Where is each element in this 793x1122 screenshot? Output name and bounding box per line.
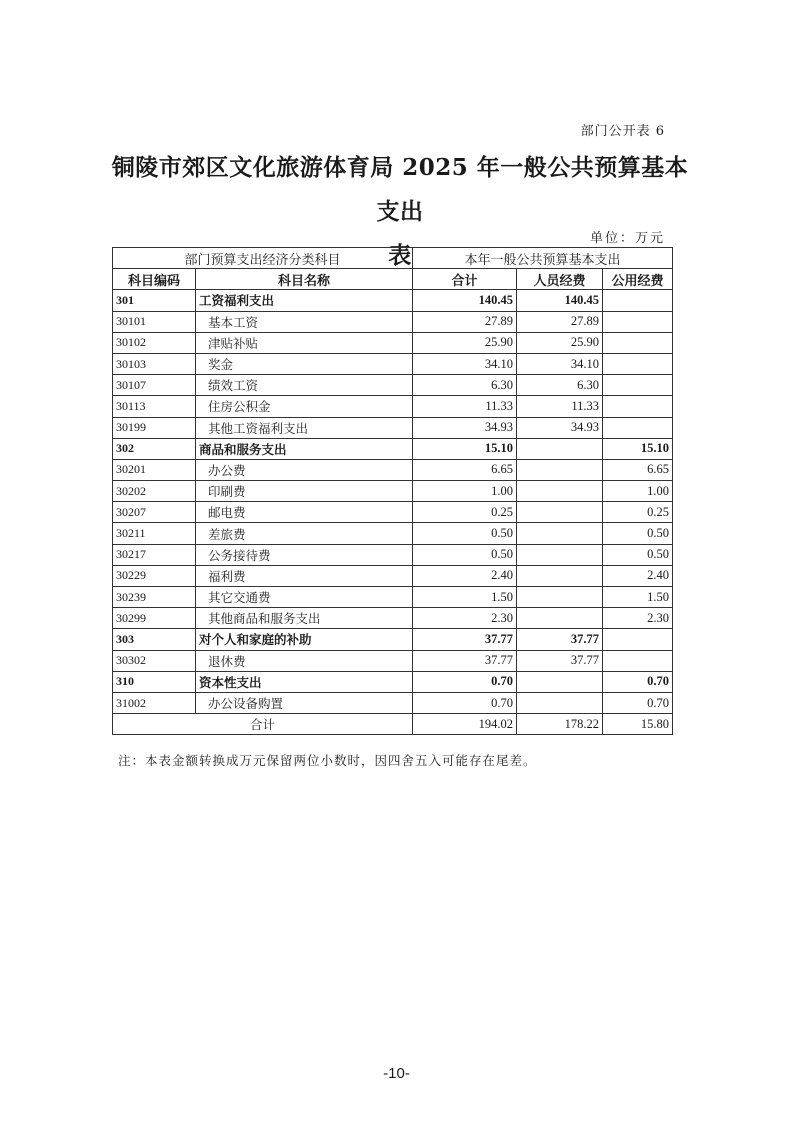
cell-code: 30102 xyxy=(113,332,196,353)
table-row xyxy=(113,650,673,671)
cell-public: 0.70 xyxy=(603,692,673,713)
cell-code: 310 xyxy=(113,671,196,692)
header-name: 科目名称 xyxy=(196,269,413,290)
cell-total: 0.50 xyxy=(413,544,517,565)
cell-public: 6.65 xyxy=(603,459,673,480)
cell-code: 30199 xyxy=(113,417,196,438)
cell-public xyxy=(603,396,673,417)
cell-public xyxy=(603,375,673,396)
table-row xyxy=(113,608,673,629)
cell-total: 6.65 xyxy=(413,459,517,480)
cell-personnel xyxy=(517,459,603,480)
cell-code: 30201 xyxy=(113,459,196,480)
cell-code: 30239 xyxy=(113,587,196,608)
cell-total: 6.30 xyxy=(413,375,517,396)
cell-total: 25.90 xyxy=(413,332,517,353)
cell-public: 15.10 xyxy=(603,438,673,459)
table-row xyxy=(113,396,673,417)
title-line-1: 铜陵市郊区文化旅游体育局 2025 年一般公共预算基本支出 xyxy=(111,154,689,225)
cell-personnel xyxy=(517,565,603,586)
cell-code: 301 xyxy=(113,290,196,311)
cell-public xyxy=(603,290,673,311)
table-row xyxy=(113,502,673,523)
table-group-row xyxy=(113,438,673,459)
table-row xyxy=(113,311,673,332)
cell-public: 1.00 xyxy=(603,481,673,502)
table-row xyxy=(113,692,673,713)
header-total: 合计 xyxy=(413,269,517,290)
cell-name: 工资福利支出 xyxy=(196,290,413,311)
cell-personnel: 34.10 xyxy=(517,353,603,374)
cell-total: 0.50 xyxy=(413,523,517,544)
total-row xyxy=(113,714,673,735)
cell-name: 办公设备购置 xyxy=(196,692,413,713)
total-sum: 194.02 xyxy=(413,714,517,735)
cell-public xyxy=(603,353,673,374)
title-line-2: 表 xyxy=(388,242,412,269)
cell-personnel xyxy=(517,692,603,713)
cell-name: 商品和服务支出 xyxy=(196,438,413,459)
cell-total: 37.77 xyxy=(413,629,517,650)
cell-personnel: 27.89 xyxy=(517,311,603,332)
cell-code: 30217 xyxy=(113,544,196,565)
header-group-row xyxy=(113,248,673,269)
cell-code: 30207 xyxy=(113,502,196,523)
cell-total: 2.30 xyxy=(413,608,517,629)
cell-public xyxy=(603,629,673,650)
cell-public: 0.25 xyxy=(603,502,673,523)
cell-personnel xyxy=(517,671,603,692)
cell-name: 差旅费 xyxy=(196,523,413,544)
cell-name: 其他工资福利支出 xyxy=(196,417,413,438)
cell-name: 基本工资 xyxy=(196,311,413,332)
unit-label: 单位：万元 xyxy=(589,231,665,246)
cell-name: 对个人和家庭的补助 xyxy=(196,629,413,650)
cell-code: 30211 xyxy=(113,523,196,544)
cell-total: 0.70 xyxy=(413,671,517,692)
cell-name: 退休费 xyxy=(196,650,413,671)
table-row xyxy=(113,417,673,438)
table-reference-label: 部门公开表 6 xyxy=(580,124,665,139)
header-economic-classification: 部门预算支出经济分类科目 xyxy=(113,248,413,269)
table-header xyxy=(113,248,673,290)
cell-total: 34.10 xyxy=(413,353,517,374)
table-row xyxy=(113,459,673,480)
table-row xyxy=(113,565,673,586)
cell-personnel: 37.77 xyxy=(517,629,603,650)
cell-code: 303 xyxy=(113,629,196,650)
cell-personnel xyxy=(517,438,603,459)
cell-name: 福利费 xyxy=(196,565,413,586)
cell-code: 30113 xyxy=(113,396,196,417)
cell-public: 0.50 xyxy=(603,523,673,544)
cell-name: 津贴补贴 xyxy=(196,332,413,353)
cell-name: 绩效工资 xyxy=(196,375,413,396)
table-group-row xyxy=(113,290,673,311)
cell-total: 0.25 xyxy=(413,502,517,523)
footnote: 注：本表金额转换成万元保留两位小数时，因四舍五入可能存在尾差。 xyxy=(118,753,537,768)
cell-personnel xyxy=(517,481,603,502)
cell-public xyxy=(603,311,673,332)
page-number: -10- xyxy=(383,1065,410,1082)
cell-code: 30299 xyxy=(113,608,196,629)
cell-public: 1.50 xyxy=(603,587,673,608)
table-body xyxy=(113,290,673,714)
cell-total: 2.40 xyxy=(413,565,517,586)
header-personnel: 人员经费 xyxy=(517,269,603,290)
cell-code: 302 xyxy=(113,438,196,459)
cell-personnel xyxy=(517,523,603,544)
table-row xyxy=(113,544,673,565)
total-label: 合计 xyxy=(113,714,413,735)
cell-total: 27.89 xyxy=(413,311,517,332)
header-code: 科目编码 xyxy=(113,269,196,290)
table-row xyxy=(113,332,673,353)
cell-name: 其他商品和服务支出 xyxy=(196,608,413,629)
cell-personnel xyxy=(517,587,603,608)
table-row xyxy=(113,523,673,544)
cell-name: 印刷费 xyxy=(196,481,413,502)
header-public: 公用经费 xyxy=(603,269,673,290)
cell-name: 资本性支出 xyxy=(196,671,413,692)
table-group-row xyxy=(113,671,673,692)
total-public: 15.80 xyxy=(603,714,673,735)
cell-public xyxy=(603,417,673,438)
cell-personnel: 11.33 xyxy=(517,396,603,417)
cell-personnel xyxy=(517,544,603,565)
table-row xyxy=(113,587,673,608)
cell-name: 奖金 xyxy=(196,353,413,374)
table-row xyxy=(113,481,673,502)
cell-name: 住房公积金 xyxy=(196,396,413,417)
header-column-row xyxy=(113,269,673,290)
cell-total: 1.50 xyxy=(413,587,517,608)
cell-total: 11.33 xyxy=(413,396,517,417)
cell-total: 15.10 xyxy=(413,438,517,459)
cell-personnel xyxy=(517,502,603,523)
cell-public: 2.30 xyxy=(603,608,673,629)
cell-code: 30229 xyxy=(113,565,196,586)
cell-code: 30101 xyxy=(113,311,196,332)
cell-total: 0.70 xyxy=(413,692,517,713)
cell-name: 公务接待费 xyxy=(196,544,413,565)
cell-personnel: 140.45 xyxy=(517,290,603,311)
header-basic-expenditure: 本年一般公共预算基本支出 xyxy=(413,248,673,269)
cell-personnel: 37.77 xyxy=(517,650,603,671)
cell-code: 30107 xyxy=(113,375,196,396)
cell-code: 30302 xyxy=(113,650,196,671)
cell-code: 30103 xyxy=(113,353,196,374)
budget-table xyxy=(112,247,673,735)
table-row xyxy=(113,353,673,374)
table-group-row xyxy=(113,629,673,650)
cell-total: 37.77 xyxy=(413,650,517,671)
cell-name: 办公费 xyxy=(196,459,413,480)
cell-public: 2.40 xyxy=(603,565,673,586)
cell-name: 邮电费 xyxy=(196,502,413,523)
cell-code: 31002 xyxy=(113,692,196,713)
cell-total: 140.45 xyxy=(413,290,517,311)
cell-public xyxy=(603,332,673,353)
table-row xyxy=(113,375,673,396)
cell-total: 1.00 xyxy=(413,481,517,502)
total-personnel: 178.22 xyxy=(517,714,603,735)
cell-personnel: 34.93 xyxy=(517,417,603,438)
cell-personnel: 6.30 xyxy=(517,375,603,396)
cell-public xyxy=(603,650,673,671)
cell-personnel: 25.90 xyxy=(517,332,603,353)
cell-personnel xyxy=(517,608,603,629)
cell-public: 0.50 xyxy=(603,544,673,565)
cell-public: 0.70 xyxy=(603,671,673,692)
cell-name: 其它交通费 xyxy=(196,587,413,608)
cell-code: 30202 xyxy=(113,481,196,502)
cell-total: 34.93 xyxy=(413,417,517,438)
